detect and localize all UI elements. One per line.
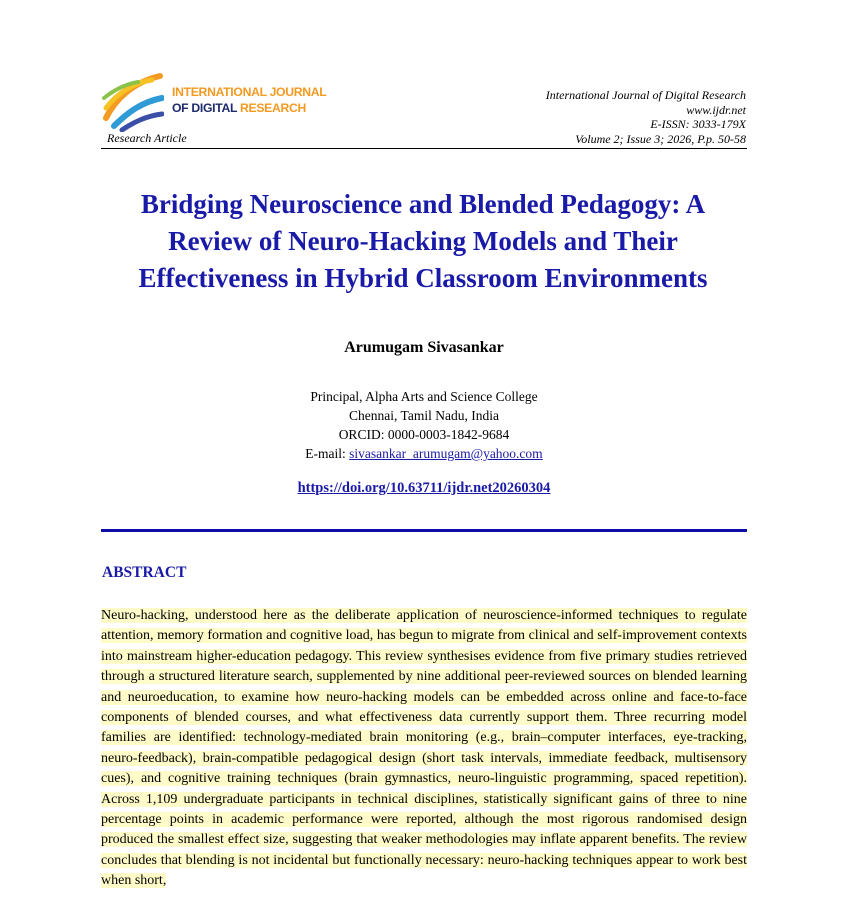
logo-line-2-b: RESEARCH xyxy=(240,101,307,115)
abstract-text: Neuro-hacking, understood here as the deliberate application of neuroscience-informed techniques to regulate attention, memory formation and cognitive load, has begun to migrate from clinical and self-improvement contexts into mainstream higher-education pedagogy. This review synthesises evidence from five primary studies retrieved through a structured literature search, supplemented by nine additional peer-reviewed sources on blended learning and neuroeducation, to examine how neuro-hacking models can be embedded across online and face-to-face components of blended courses, and what effectiveness data currently support them. Three recurring model families are identified: technology-mediated brain monitoring (e.g., brain–computer interfaces, eye-tracking, neuro-feedback), brain-compatible pedagogical design (short task intervals, immediate feedback, multisensory cues), and cognitive training techniques (brain gymnastics, neuro-linguistic programming, spaced repetition). Across 1,109 undergraduate participants in technical disciplines, statistically significant gains of three to nine percentage points in academic performance were reported, although the most rigorous randomised design produced the smallest effect size, suggesting that weaker methodologies may inflate apparent benefits. The review concludes that blending is not incidental but functionally necessary: neuro-hacking techniques appear to work best when short, xyxy=(101,608,747,889)
journal-volume: Volume 2; Issue 3; 2026, P.p. 50-58 xyxy=(575,131,746,146)
title-divider xyxy=(101,529,747,532)
journal-eissn: E-ISSN: 3033-179X xyxy=(650,117,746,131)
author-affiliation xyxy=(101,387,747,463)
journal-website: www.ijdr.net xyxy=(686,102,746,117)
abstract-body xyxy=(101,606,747,892)
header-divider xyxy=(101,148,747,149)
journal-info xyxy=(546,88,746,146)
abstract-heading: ABSTRACT xyxy=(102,564,187,581)
doi-link[interactable]: https://doi.org/10.63711/ijdr.net20260304 xyxy=(297,480,551,496)
title-line: Effectiveness in Hybrid Classroom Environments xyxy=(138,263,708,293)
logo-line-2 xyxy=(172,100,326,116)
author-name: Arumugam Sivasankar xyxy=(344,339,504,356)
title-line: Review of Neuro-Hacking Models and Their xyxy=(168,226,678,256)
logo-line-1: INTERNATIONAL JOURNAL xyxy=(172,85,327,99)
journal-logo-icon xyxy=(100,68,164,132)
doi-line xyxy=(101,480,747,497)
affiliation-email-row xyxy=(101,444,747,463)
affiliation-orcid: ORCID: 0000-0003-1842-9684 xyxy=(338,427,510,442)
logo-line-2-a: OF DIGITAL xyxy=(172,101,241,115)
journal-logo-text xyxy=(172,84,326,116)
affiliation-location: Chennai, Tamil Nadu, India xyxy=(349,408,499,423)
article-type: Research Article xyxy=(107,131,187,145)
title-line: Bridging Neuroscience and Blended Pedagogy: A xyxy=(140,189,706,219)
journal-name: International Journal of Digital Research xyxy=(545,88,746,102)
email-link[interactable]: sivasankar_arumugam@yahoo.com xyxy=(349,446,543,461)
email-label: E-mail: xyxy=(305,446,350,461)
affiliation-position: Principal, Alpha Arts and Science College xyxy=(310,389,538,404)
paper-title xyxy=(95,186,751,297)
